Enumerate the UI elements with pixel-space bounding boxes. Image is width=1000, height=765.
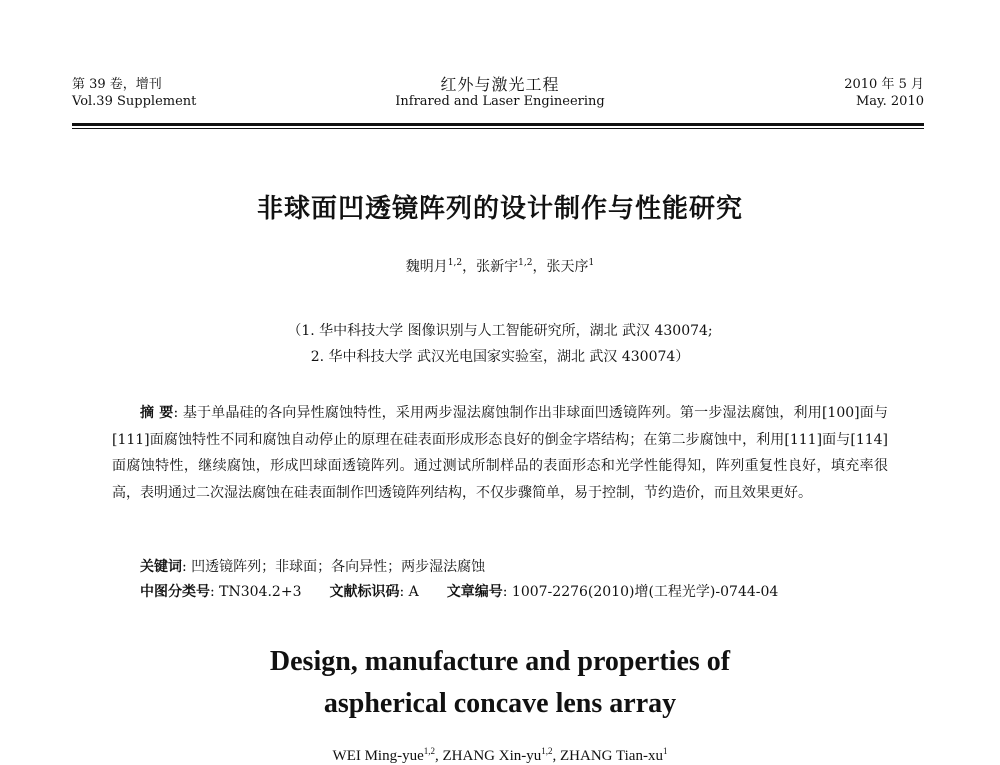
date-cn: 2010 年 5 月 [844,77,924,92]
header-rule-thick [72,123,924,126]
author-affil-sup: 1,2 [447,258,463,268]
header-rule-thin [72,128,924,129]
paper-title-en-line-1: Design, manufacture and properties of [269,646,731,677]
author-name-en: ZHANG Xin-yu [442,748,542,764]
author-name: 张新宇 [476,259,519,275]
volume-cn: 第 39 卷，增刊 [72,77,162,92]
doc-code-value: : A [399,584,419,600]
authors-en [0,746,1000,765]
paper-title-en-line-2: aspherical concave lens array [323,688,677,719]
author-name: 张天序 [546,259,589,275]
author-affil-sup: 1,2 [518,258,533,268]
article-no-value: : 1007-2276(2010)增(工程光学)-0744-04 [502,584,779,600]
date-en: May. 2010 [855,94,924,109]
abstract-label: 摘 要 [140,405,174,421]
clc-label: 中图分类号 [140,584,210,600]
author-affil-sup: 1 [588,258,595,268]
affiliation-1: （1. 华中科技大学 图像识别与人工智能研究所，湖北 武汉 430074; [287,323,713,339]
author-separator: , [435,748,443,764]
article-no-label: 文章编号 [446,584,503,600]
journal-cn: 红外与激光工程 [440,75,560,94]
header-date [844,76,924,110]
author-affil-sup: 1 [662,746,668,756]
affiliation-2: 2. 华中科技大学 武汉光电国家实验室，湖北 武汉 430074） [310,349,690,365]
keywords [140,556,485,576]
author-name-en: WEI Ming-yue [332,748,424,764]
abstract-text: : 基于单晶硅的各向异性腐蚀特性，采用两步湿法腐蚀制作出非球面凹透镜阵列。第一步湿法腐蚀，利用[100]面与[111]面腐蚀特性不同和腐蚀自动停止的原理在硅表面形成形态良好的倒金字塔结构；在第二步腐蚀中，利用[111]面与[114]面腐蚀特性，继续腐蚀，形成凹球面透镜阵列。通过测试所制样品的表面形态和光学性能得知，阵列重复性良好，填充率很高，表明通过二次湿法腐蚀在硅表面制作凹透镜阵列结构，不仅步骤简单，易于控制，节约造价，而且效果更好。 [112,405,888,501]
keywords-label: 关键词 [140,559,182,575]
abstract [112,400,888,506]
paper-title-cn: 非球面凹透镜阵列的设计制作与性能研究 [256,194,743,224]
doc-code-label: 文献标识码 [329,584,400,600]
keywords-text: : 凹透镜阵列；非球面；各向异性；两步湿法腐蚀 [182,559,486,575]
author-separator: , [552,748,561,764]
author-affil-sup: 1,2 [423,746,436,756]
author-separator: ， [462,259,477,275]
header-volume [72,76,196,110]
clc-value: : TN304.2+3 [210,584,302,600]
classification-line [140,581,778,601]
volume-en: Vol.39 Supplement [72,94,197,109]
author-name-en: ZHANG Tian-xu [560,748,663,764]
header-journal [300,76,700,110]
author-name: 魏明月 [405,259,448,275]
authors-cn [0,256,1000,276]
author-affil-sup: 1,2 [541,746,553,756]
author-separator: ， [532,259,547,275]
journal-en: Infrared and Laser Engineering [395,94,605,109]
